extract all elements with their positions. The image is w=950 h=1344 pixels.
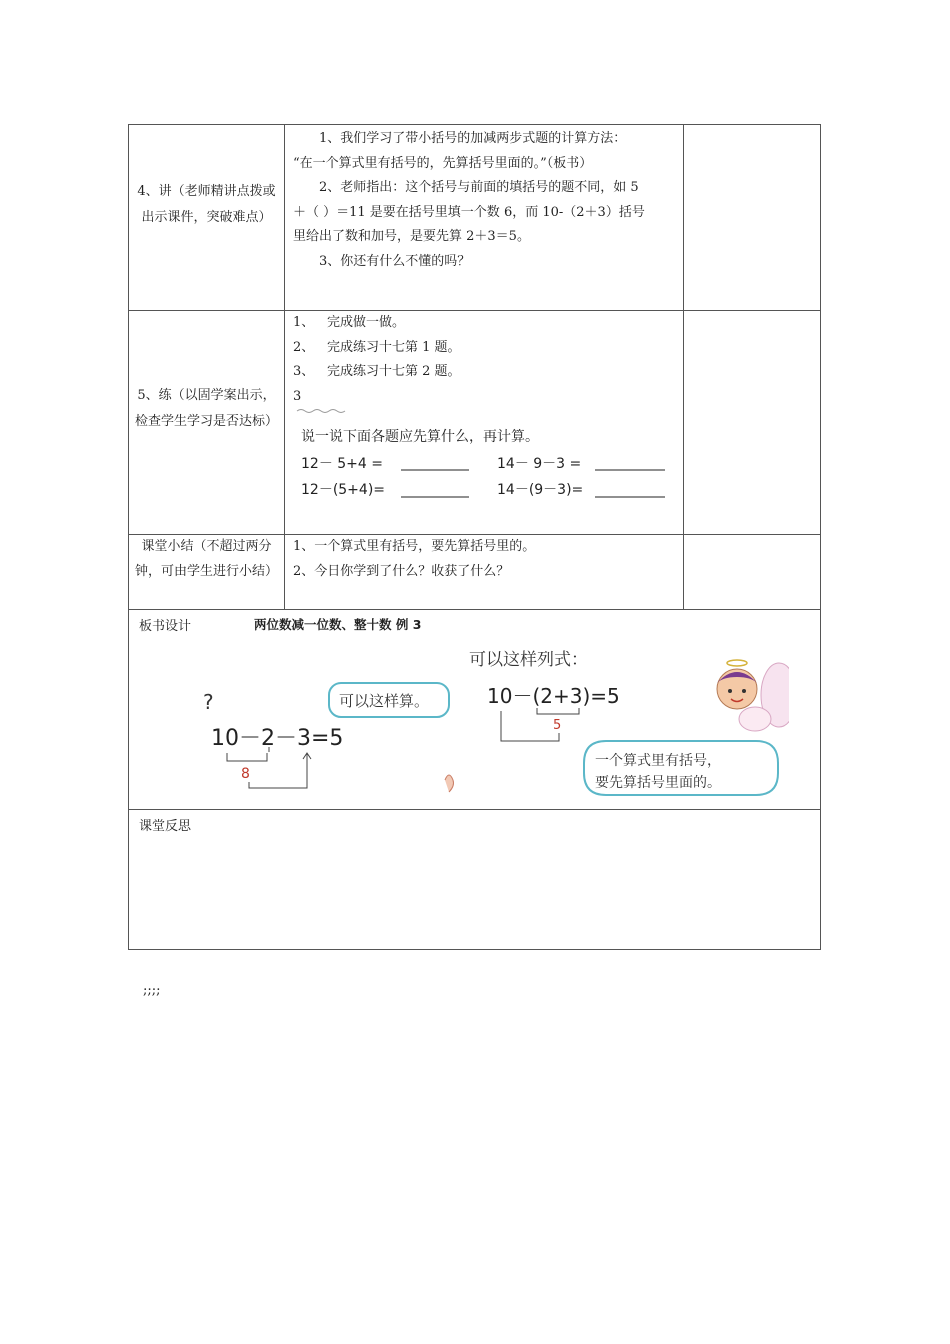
practice-item: 1、 完成做一做。 — [293, 315, 406, 330]
bubble-1-text: 可以这样算。 — [339, 692, 430, 710]
torn-edge — [297, 410, 345, 413]
bubble-2-line-1: 一个算式里有括号， — [595, 753, 721, 769]
equation-2-intermediate: 5 — [553, 718, 562, 733]
practice-item: 3、 完成练习十七第 2 题。 — [293, 364, 461, 379]
equation-1-intermediate: 8 — [241, 766, 250, 782]
explain-line: 2、老师指出：这个括号与前面的填括号的题不同，如 5 — [319, 180, 639, 195]
row-label-explain: 4、讲（老师精讲点拨或出示课件，突破难点） — [137, 184, 276, 225]
exercise-problem-2: 14－ 9－3 = — [497, 456, 582, 472]
board-label: 板书设计 — [139, 619, 192, 634]
board-title: 两位数减一位数、整十数 例 3 — [254, 617, 422, 632]
question-mark: ? — [203, 690, 214, 714]
bracket-2 — [249, 754, 307, 788]
exercise-problem-1: 12－ 5+4 = — [301, 456, 383, 472]
explain-line: ＋（ ）＝11 是要在括号里填一个数 6，而 10-（2＋3）括号 — [293, 204, 645, 220]
practice-extra: 3 — [293, 388, 302, 404]
explain-line: 里给出了数和加号，是要先算 2＋3＝5。 — [293, 229, 530, 244]
exercise-problem-3: 12－(5+4)= — [301, 482, 386, 498]
explain-line: “在一个算式里有括号的，先算括号里面的。”（板书） — [293, 155, 593, 171]
board-illustration — [189, 645, 789, 805]
row-content-explain — [293, 127, 679, 274]
row-divider-3 — [129, 609, 820, 610]
col-divider-2 — [683, 125, 684, 609]
exercise-title: 说一说下面各题应先算什么，再计算。 — [301, 429, 539, 445]
reflection-label: 课堂反思 — [139, 819, 192, 834]
footer-marks: ;;;; — [143, 983, 161, 998]
equation-2: 10－(2+3)=5 — [487, 684, 620, 708]
summary-line: 2、今日你学到了什么？收获了什么？ — [293, 563, 510, 579]
row-divider-4 — [129, 809, 820, 810]
row-label-practice: 5、练（以固学案出示，检查学生学习是否达标） — [135, 388, 279, 429]
lesson-plan-table — [128, 124, 821, 950]
bracket-3 — [537, 708, 579, 714]
bracket-4 — [501, 711, 562, 741]
angel-character-icon — [717, 660, 789, 731]
exercise-problem-4: 14－(9－3)= — [497, 482, 584, 498]
row-content-summary — [293, 535, 679, 584]
explain-line: 1、我们学习了带小括号的加减两步式题的计算方法： — [319, 131, 627, 146]
col-divider-1 — [284, 125, 285, 609]
row-label-summary: 课堂小结（不超过两分钟，可由学生进行小结） — [135, 539, 279, 579]
explain-line: 3、你还有什么不懂的吗？ — [319, 253, 471, 269]
heading-2: 可以这样列式： — [469, 650, 588, 670]
hand-icon — [445, 775, 454, 792]
summary-line: 1、一个算式里有括号，要先算括号里的。 — [293, 539, 536, 554]
bracket-1 — [227, 753, 267, 761]
bubble-2-line-2: 要先算括号里面的。 — [595, 775, 721, 791]
exercise-image — [285, 405, 681, 509]
row-content-practice — [293, 311, 679, 409]
equation-1: 10－2－3=5 — [211, 726, 344, 751]
practice-item: 2、 完成练习十七第 1 题。 — [293, 339, 461, 355]
